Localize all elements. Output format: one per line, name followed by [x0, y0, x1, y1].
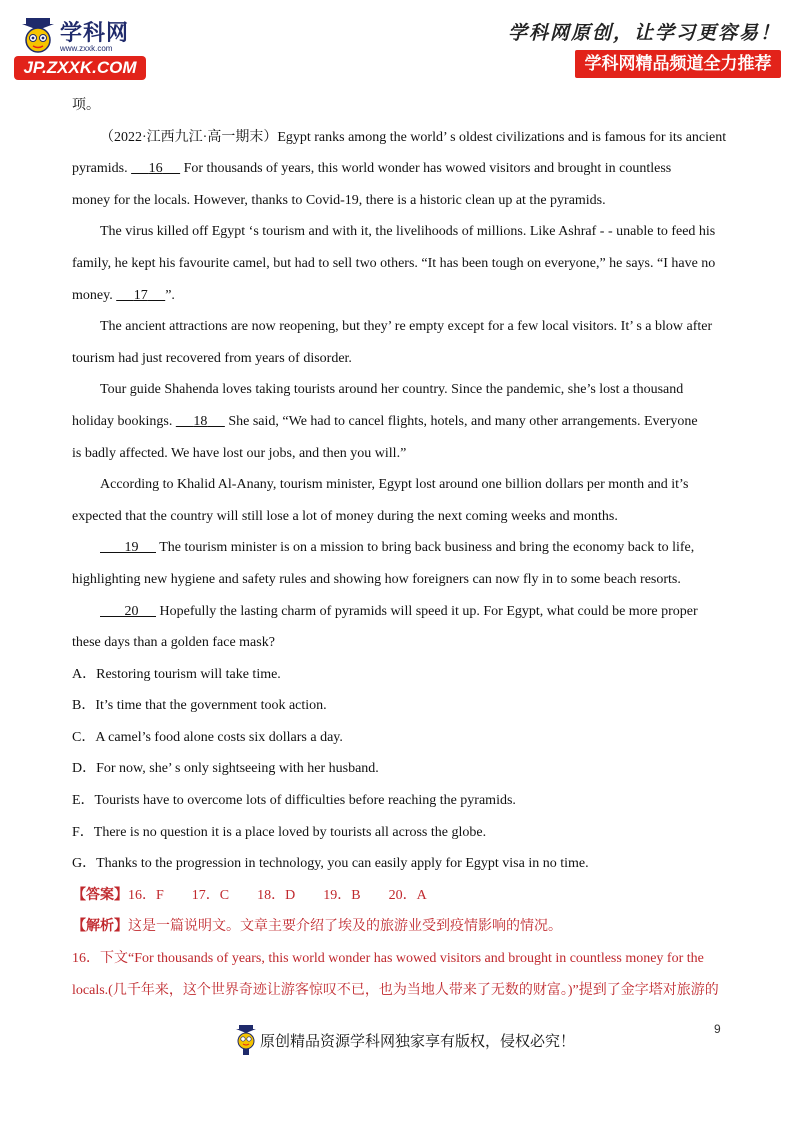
logo-name: 学科网 — [60, 20, 130, 45]
text-line: According to Khalid Al-Anany, tourism minister, Egypt lost around one billion dollars per month and it’s — [100, 477, 689, 493]
text-line: （2022·江西九江·高一期末）Egypt ranks among the world’ s oldest civilizations and is famous for its ancient — [100, 129, 727, 145]
channel-badge: 学科网精品频道全力推荐 — [575, 50, 781, 78]
text-line: money for the locals. However, thanks to Covid-19, there is a historic clean up at the pyramids. — [72, 192, 606, 208]
blank-16: 16 — [148, 161, 163, 177]
analysis-line — [72, 911, 722, 943]
text-line: family, he kept his favourite camel, but had to sell two others. “It has been tough on everyone,” he says. “I have no — [72, 255, 716, 271]
text-line: tourism had just recovered from years of disorder. — [72, 350, 352, 366]
slogan: 学科网原创，让学习更容易！ — [507, 22, 781, 44]
text-line: holiday bookings. 18 She said, “We had to cancel flights, hotels, and many other arrangements. Everyone — [72, 406, 722, 438]
logo-badge: JP.ZXXK.COM — [14, 56, 146, 80]
text-line: highlighting new hygiene and safety rules and showing how foreigners can now fly in to some beach resorts. — [72, 571, 681, 587]
analysis-detail: locals.(几千年来，这个世界奇迹让游客惊叹不已，也为当地人带来了无数的财富。)”提到了金字塔对旅游的 — [72, 982, 719, 998]
blank-20: 20 — [124, 603, 139, 619]
mascot-icon — [18, 16, 58, 60]
option-c: C．A camel’s food alone costs six dollars a day. — [72, 729, 343, 745]
option-a: A．Restoring tourism will take time. — [72, 666, 281, 682]
option-d: D．For now, she’ s only sightseeing with her husband. — [72, 761, 379, 777]
text-line: 项。 — [72, 98, 100, 113]
answer-line — [72, 880, 722, 912]
answer-text: 16．F 17．C 18．D 19．B 20．A — [128, 887, 427, 903]
analysis-text: 这是一篇说明文。文章主要介绍了埃及的旅游业受到疫情影响的情况。 — [128, 919, 562, 935]
text-line: The virus killed off Egypt ‘s tourism and with it, the livelihoods of millions. Like Ashraf - - unable to feed his — [100, 224, 716, 240]
option-f: F．There is no question it is a place loved by tourists all across the globe. — [72, 824, 487, 840]
text-line: money. 17 ”. — [72, 280, 722, 312]
text-line: these days than a golden face mask? — [72, 635, 275, 651]
page-number: 9 — [714, 1022, 721, 1036]
option-e: E．Tourists have to overcome lots of difficulties before reaching the pyramids. — [72, 793, 516, 809]
page-footer — [0, 1022, 793, 1062]
document-body — [72, 90, 727, 1006]
answer-label: 【答案】 — [72, 887, 128, 903]
logo-url: www.zxxk.com — [60, 44, 113, 53]
blank-19: 19 — [124, 540, 139, 556]
text-line: Tour guide Shahenda loves taking tourists around her country. Since the pandemic, she’s lost a thousand — [100, 382, 684, 398]
text-line: 20 Hopefully the lasting charm of pyramids will speed it up. For Egypt, what could be more proper — [72, 596, 722, 628]
blank-18: 18 — [193, 413, 208, 429]
option-b: B．It’s time that the government took action. — [72, 698, 327, 714]
option-g: G．Thanks to the progression in technology, you can easily apply for Egypt visa in no time. — [72, 856, 589, 872]
mascot-icon — [234, 1024, 258, 1056]
text-line: is badly affected. We have lost our jobs, and then you will.” — [72, 445, 407, 461]
copyright-notice: 原创精品资源学科网独家享有版权，侵权必究！ — [260, 1032, 576, 1050]
page-header — [0, 0, 793, 90]
zxxk-logo[interactable] — [14, 14, 154, 80]
text-line: pyramids. 16 For thousands of years, this world wonder has wowed visitors and brought in countless — [72, 153, 722, 185]
analysis-detail: 16．下文“For thousands of years, this world wonder has wowed visitors and brought in countless money for the — [72, 951, 704, 967]
blank-17: 17 — [133, 287, 148, 303]
text-line: expected that the country will still lose a lot of money during the next coming weeks and months. — [72, 508, 618, 524]
text-line: 19 The tourism minister is on a mission to bring back business and bring the economy back to life, — [72, 532, 722, 564]
analysis-label: 【解析】 — [72, 919, 128, 935]
text-line: The ancient attractions are now reopening, but they’ re empty except for a few local visitors. It’ s a blow after — [100, 319, 713, 335]
